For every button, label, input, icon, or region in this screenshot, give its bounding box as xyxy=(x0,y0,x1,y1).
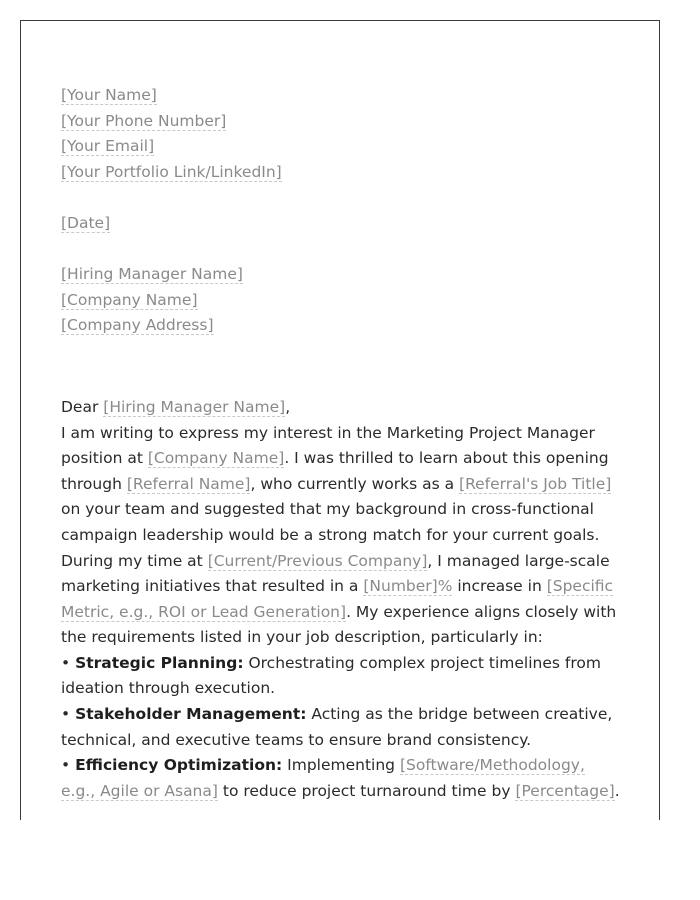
referral-name-placeholder[interactable]: [Referral Name] xyxy=(126,474,251,493)
percentage-placeholder[interactable]: [Percentage] xyxy=(515,781,615,800)
document-page xyxy=(20,20,660,820)
date-placeholder[interactable]: [Date] xyxy=(61,213,111,232)
bullet-title: Efficiency Optimization: xyxy=(75,756,283,775)
bullet-efficiency-optimization: • Efficiency Optimization: Implementing [Software/Methodology, e.g., Agile or Asana] to reduce project turnaround time by [Percentage]. xyxy=(61,756,620,800)
paragraph-experience: During my time at [Current/Previous Company], I managed large-scale marketing initiatives that resulted in a [Number]% increase in [Specific Metric, e.g., ROI or Lead Generation]. My experience aligns closely with the requirements listed in your job description, particularly in: xyxy=(61,551,617,647)
number-placeholder[interactable]: [Number]% xyxy=(363,577,453,596)
your-email-placeholder[interactable]: [Your Email] xyxy=(61,137,155,156)
paragraph-intro: I am writing to express my interest in the Marketing Project Manager position at [Company Name]. I was thrilled to learn about this opening through [Referral Name], who currently works as a [Referral's Job Title] on your team and suggested that my background in cross-functional campaign leadership would be a strong match for your current goals. xyxy=(61,423,612,544)
your-portfolio-placeholder[interactable]: [Your Portfolio Link/LinkedIn] xyxy=(61,162,282,181)
sender-block xyxy=(61,83,621,185)
referral-title-placeholder[interactable]: [Referral's Job Title] xyxy=(459,474,612,493)
bullet-strategic-planning: • Strategic Planning: Orchestrating complex project timelines from ideation through execution. xyxy=(61,653,601,698)
your-phone-placeholder[interactable]: [Your Phone Number] xyxy=(61,111,227,130)
hiring-manager-placeholder[interactable]: [Hiring Manager Name] xyxy=(61,265,243,284)
salutation-name-placeholder[interactable]: [Hiring Manager Name] xyxy=(103,397,286,416)
company-name-placeholder[interactable]: [Company Name] xyxy=(61,290,198,309)
spacer xyxy=(61,185,621,211)
bullet-title: Stakeholder Management: xyxy=(75,705,307,724)
bullet-stakeholder-management: • Stakeholder Management: Acting as the bridge between creative, technical, and executive teams to ensure brand consistency. xyxy=(61,705,613,749)
software-placeholder[interactable]: [Software/Methodology, e.g., Agile or Asana] xyxy=(61,756,585,800)
company-address-placeholder[interactable]: [Company Address] xyxy=(61,316,214,335)
salutation: Dear [Hiring Manager Name], xyxy=(61,397,291,416)
your-name-placeholder[interactable]: [Your Name] xyxy=(61,86,157,104)
cover-letter-body xyxy=(61,83,621,804)
recipient-block xyxy=(61,262,621,339)
bullet-title: Strategic Planning: xyxy=(75,653,244,672)
spacer xyxy=(61,237,621,263)
company-name-placeholder[interactable]: [Company Name] xyxy=(147,449,285,468)
date-line xyxy=(61,211,621,237)
spacer xyxy=(61,339,621,395)
metric-placeholder[interactable]: [Specific Metric, e.g., ROI or Lead Generation] xyxy=(61,577,614,621)
previous-company-placeholder[interactable]: [Current/Previous Company] xyxy=(207,551,428,570)
